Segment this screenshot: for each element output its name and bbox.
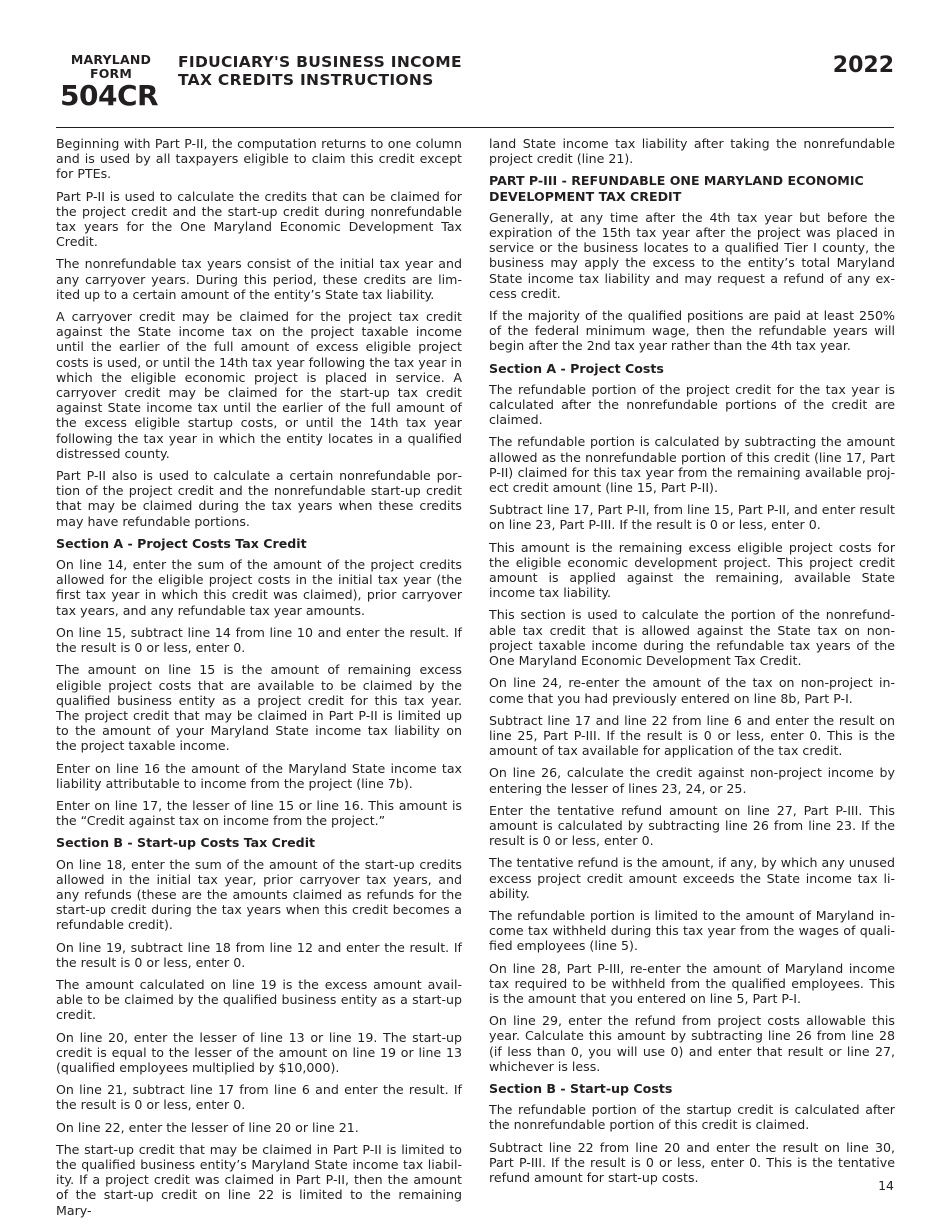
paragraph: The amount calculated on line 19 is the excess amount available to be claimed by the qualified business entity as a start-up credit. bbox=[56, 976, 462, 1023]
section-heading: Section A - Project Costs Tax Credit bbox=[56, 535, 307, 551]
paragraph: On line 14, enter the sum of the amount of the project credits allowed for the eligible project costs in the initial tax year (the first tax year in which this credit was claimed), prior carryover tax years, and any refundable tax year amounts. bbox=[56, 557, 462, 618]
form-number: 504CR bbox=[60, 79, 159, 112]
paragraph: The refundable portion of the startup credit is calculated after the nonrefundable portion of this credit is claimed. bbox=[489, 1102, 895, 1133]
left-column bbox=[56, 136, 462, 1225]
section-heading: PART P-III - REFUNDABLE ONE MARYLAND ECONOMIC DEVELOPMENT TAX CREDIT bbox=[489, 173, 864, 204]
paragraph: Part P-II also is used to calculate a certain nonrefundable portion of the project credit and the nonrefundable start-up credit that may be claimed during the tax years when these credits may have refundable portions. bbox=[56, 468, 462, 529]
paragraph: The refundable portion of the project credit for the tax year is calculated after the nonrefundable portions of the credit are claimed. bbox=[489, 381, 895, 428]
right-column bbox=[489, 136, 895, 1192]
paragraph: A carryover credit may be claimed for the project tax credit against the State income tax on the project taxable income until the earlier of the full amount of excess eligible project costs is used, or until the 14th tax year following the tax year in which the eligible economic project is placed in service. A carryover credit may be claimed for the start-up tax credit against State income tax until the earlier of the full amount of the excess eligible startup costs, or until the 14th tax year following the tax year in which the entity locates in a qualified distressed county. bbox=[56, 309, 462, 461]
paragraph: On line 18, enter the sum of the amount of the start-up credits allowed in the initial tax year, prior carryover tax years, and any refunds (these are the amounts claimed as refunds for the start-up credit during the tax years when this credit becomes a refundable credit). bbox=[56, 856, 462, 933]
paragraph: The amount on line 15 is the amount of remaining excess eligible project costs that are available to be claimed by the qualified business entity as a project credit for this tax year. The project credit that may be claimed in Part P-II is limited up to the amount of your Maryland State income tax liability on the project taxable income. bbox=[56, 662, 462, 754]
paragraph: If the majority of the qualified positions are paid at least 250% of the federal minimum wage, then the refundable years will begin after the 2nd tax year rather than the 4th tax year. bbox=[489, 308, 895, 354]
paragraph: This section is used to calculate the portion of the nonrefundable tax credit that is allowed against the State tax on nonproject taxable income during the refundable tax years of the One Maryland Economic Development Tax Credit. bbox=[489, 607, 895, 669]
paragraph: Enter on line 17, the lesser of line 15 or line 16. This amount is the “Credit against tax on income from the project.” bbox=[56, 797, 462, 829]
paragraph: land State income tax liability after taking the nonrefundable project credit (line 21). bbox=[489, 136, 895, 167]
paragraph: On line 29, enter the refund from project costs allowable this year. Calculate this amount by subtracting line 26 from line 28 (if less than 0, you will use 0) and enter that result or line 27, whichever is less. bbox=[489, 1013, 895, 1074]
paragraph: On line 26, calculate the credit against non-project income by entering the lesser of lines 23, 24, or 25. bbox=[489, 765, 895, 796]
paragraph: On line 22, enter the lesser of line 20 or line 21. bbox=[56, 1119, 359, 1135]
paragraph: On line 28, Part P-III, re-enter the amount of Maryland income tax required to be withheld from the qualified employees. This is the amount that you entered on line 5, Part P-I. bbox=[489, 960, 895, 1006]
paragraph: On line 15, subtract line 14 from line 10 and enter the result. If the result is 0 or less, enter 0. bbox=[56, 624, 462, 656]
paragraph: On line 20, enter the lesser of line 13 or line 19. The start-up credit is equal to the lesser of the amount on line 19 or line 13 (qualified employees multiplied by $10,000). bbox=[56, 1029, 462, 1075]
header-divider bbox=[56, 127, 894, 128]
paragraph: Part P-II is used to calculate the credits that can be claimed for the project credit and the start-up credit during nonrefundable tax years for the One Maryland Economic Development Tax Credit. bbox=[56, 188, 462, 250]
paragraph: On line 21, subtract line 17 from line 6 and enter the result. If the result is 0 or less, enter 0. bbox=[56, 1082, 462, 1113]
section-heading: Section A - Project Costs bbox=[489, 360, 664, 376]
paragraph: The start-up credit that may be claimed in Part P-II is limited to the qualified business entity’s Maryland State income tax liability. If a project credit was claimed in Part P-II, then the amount of the start-up credit on line 22 is limited to the remaining Mary- bbox=[56, 1141, 462, 1218]
paragraph: This amount is the remaining excess eligible project costs for the eligible economic development project. This project credit amount is applied against the remaining, available State income tax liability. bbox=[489, 539, 895, 601]
page-title: FIDUCIARY'S BUSINESS INCOME TAX CREDITS INSTRUCTIONS bbox=[178, 53, 462, 89]
tax-year: 2022 bbox=[832, 53, 894, 78]
paragraph: Enter the tentative refund amount on line 27, Part P-III. This amount is calculated by subtracting line 26 from line 23. If the result is 0 or less, enter 0. bbox=[489, 802, 895, 849]
paragraph: Subtract line 17 and line 22 from line 6 and enter the result on line 25, Part P-III. If the result is 0 or less, enter 0. This is the amount of tax available for application of the tax credit. bbox=[489, 712, 895, 759]
paragraph: On line 24, re-enter the amount of the tax on non-project income that you had previously entered on line 8b, Part P-I. bbox=[489, 675, 895, 706]
paragraph: Beginning with Part P-II, the computation returns to one column and is used by all taxpayers eligible to claim this credit except for PTEs. bbox=[56, 136, 462, 182]
paragraph: Generally, at any time after the 4th tax year but before the expiration of the 15th tax year after the project was placed in service or the business locates to a qualified Tier I county, the business may apply the excess to the entity’s total Maryland State income tax liability and may request a refund of any excess credit. bbox=[489, 209, 895, 301]
form-state-label: MARYLAND FORM bbox=[70, 52, 152, 81]
paragraph: On line 19, subtract line 18 from line 12 and enter the result. If the result is 0 or less, enter 0. bbox=[56, 939, 462, 970]
paragraph: The tentative refund is the amount, if any, by which any unused excess project credit amount exceeds the State income tax liability. bbox=[489, 855, 895, 901]
paragraph: The refundable portion is limited to the amount of Maryland income tax withheld during this tax year from the wages of qualified employees (line 5). bbox=[489, 907, 895, 954]
page-number: 14 bbox=[878, 1178, 894, 1193]
paragraph: Enter on line 16 the amount of the Maryland State income tax liability attributable to income from the project (line 7b). bbox=[56, 760, 462, 791]
paragraph: Subtract line 22 from line 20 and enter the result on line 30, Part P-III. If the result is 0 or less, enter 0. This is the tentative refund amount for start-up costs. bbox=[489, 1139, 895, 1185]
section-heading: Section B - Start-up Costs Tax Credit bbox=[56, 835, 316, 851]
paragraph: The nonrefundable tax years consist of the initial tax year and any carryover years. During this period, these credits are limited up to a certain amount of the entity’s State tax liability. bbox=[56, 256, 462, 302]
paragraph: The refundable portion is calculated by subtracting the amount allowed as the nonrefundable portion of this credit (line 17, Part P-II) claimed for this tax year from the remaining available project credit amount (line 15, Part P-II). bbox=[489, 434, 895, 496]
paragraph: Subtract line 17, Part P-II, from line 15, Part P-II, and enter result on line 23, Part P-III. If the result is 0 or less, enter 0. bbox=[489, 502, 895, 533]
section-heading: Section B - Start-up Costs bbox=[489, 1080, 673, 1096]
